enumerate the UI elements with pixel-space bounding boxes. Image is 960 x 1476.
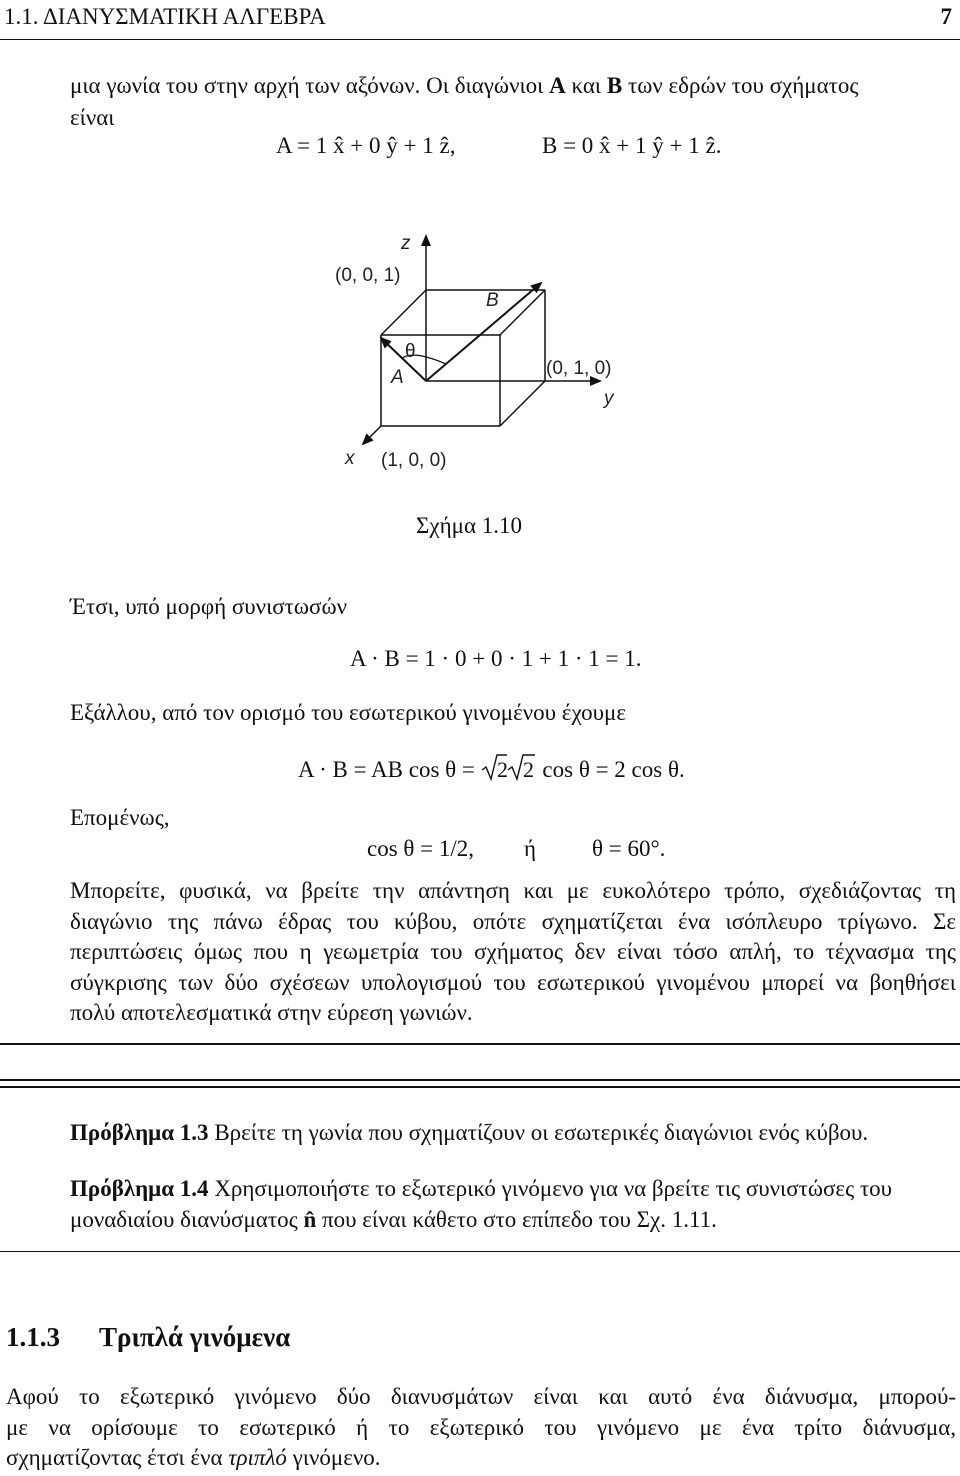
vector-B-arrow [426, 283, 541, 381]
problem-1-4-label: Πρόβλημα 1.4 [70, 1176, 209, 1201]
para1-line: σύγκρισης των δύο σχέσεων υπολογισμού του εσωτερικού γινομένου μπορεί να βοηθήσει [70, 969, 956, 995]
intro-text-1-end: των εδρών του σχήματος [627, 73, 859, 98]
intro-line-1 [70, 72, 859, 100]
point-x-label: (1, 0, 0) [381, 450, 447, 471]
para1-line: διαγώνιο της πάνω έδρας του κύβου, οπότε σχηματίζεται ένα ισόπλευρο τρίγωνο. Σε [70, 908, 956, 934]
problem-1-4-text-1: Χρησιμοποιήστε το εξωτερικό γινόμενο για να βρείτε τις συνιστώσες του [214, 1176, 893, 1201]
equation-dot-definition [298, 753, 685, 783]
para2-line-2: με να ορίσουμε το εσωτερικό ή το εξωτερικό του γινόμενο με ένα τρίτο διάνυσμα, [6, 1414, 956, 1440]
equation-theta-value: θ = 60°. [592, 836, 666, 861]
paragraph-triple-products [6, 1382, 956, 1474]
svg-text:2: 2 [496, 757, 508, 782]
para2-line-1: Αφού το εξωτερικό γινόμενο δύο διανυσμάτων είναι και αυτό ένα διάνυσμα, μπορού- [6, 1384, 956, 1409]
problems-rule-1 [0, 1079, 960, 1081]
y-axis-label: y [604, 388, 614, 409]
para2-line-3 [6, 1443, 956, 1474]
problems-rule-2 [0, 1086, 960, 1088]
header-rule [0, 39, 960, 40]
B-label: B [486, 290, 499, 311]
x-axis-label: x [345, 448, 355, 469]
equation-A-components: A = 1 x̂ + 0 ŷ + 1 ẑ, [276, 133, 456, 158]
figure-caption: Σχήμα 1.10 [416, 513, 523, 538]
problem-1-4-text-2a: μοναδιαίου διανύσματος [70, 1207, 298, 1232]
page-number: 7 [940, 4, 952, 29]
eq3-lhs: A · B = AB cos θ = [298, 757, 481, 782]
problem-1-3-text: Βρείτε τη γωνία που σχηματίζουν οι εσωτερικές διαγώνιοι ενός κύβου. [214, 1120, 869, 1145]
cube-figure [320, 225, 650, 475]
x-axis-arrow [363, 426, 381, 444]
equation-or: ή [524, 836, 537, 861]
para2-line-3a: σχηματίζοντας έτσι ένα [6, 1445, 223, 1470]
para1-line: Μπορείτε, φυσικά, να βρείτε την απάντηση και με ευκολότερο τρόπο, σχεδιάζοντας τη [70, 878, 956, 903]
problem-1-4-line-2 [70, 1206, 717, 1234]
A-label: A [391, 367, 404, 388]
section-number: 1.1.3 [6, 1322, 60, 1352]
problem-1-4 [70, 1175, 892, 1203]
section-heading [6, 1322, 290, 1353]
unit-vector-n: n̂ [303, 1207, 317, 1232]
text-therefore: Επομένως, [70, 805, 170, 830]
problems-rule-bottom [0, 1251, 960, 1252]
problem-1-4-text-2b: που είναι κάθετο στο επίπεδο του Σχ. 1.11. [321, 1207, 717, 1232]
section-title: Τριπλά γινόμενα [99, 1322, 291, 1352]
intro-and: και [571, 73, 602, 98]
para2-italic-triple: τριπλό [228, 1445, 287, 1470]
problem-1-3 [70, 1119, 868, 1147]
running-header-section: 1.1. ΔΙΑΝΥΣΜΑΤΙΚΗ ΑΛΓΕΒΡΑ [4, 4, 326, 29]
sqrt2-times-sqrt2 [481, 753, 537, 783]
svg-text:2: 2 [522, 757, 534, 782]
equation-cos-theta: cos θ = 1/2, [367, 836, 475, 861]
vector-B: B [606, 73, 623, 98]
para2-line-3b: γινόμενο. [292, 1445, 381, 1470]
text-definition: Εξάλλου, από τον ορισμό του εσωτερικού γινομένου έχουμε [70, 700, 627, 725]
equation-B-components: B = 0 x̂ + 1 ŷ + 1 ẑ. [542, 133, 722, 158]
para1-line: περιπτώσεις όμως που η γεωμετρία του σχήματος δεν είναι τόσο απλή, το τέχνασμα της [70, 939, 956, 964]
intro-line-2: είναι [70, 105, 115, 130]
z-axis-label: z [401, 233, 411, 254]
paragraph-easier-method [70, 876, 956, 1029]
problems-rule-top [0, 1043, 960, 1045]
eq3-rhs: cos θ = 2 cos θ. [542, 757, 685, 782]
problem-1-3-label: Πρόβλημα 1.3 [70, 1120, 209, 1145]
para1-line: πολύ αποτελεσματικά στην εύρεση γωνιών. [70, 1000, 473, 1025]
vector-A: A [549, 73, 566, 98]
point-y-label: (0, 1, 0) [546, 358, 612, 379]
point-z-label: (0, 0, 1) [335, 265, 401, 286]
text-components: Έτσι, υπό μορφή συνιστωσών [70, 594, 347, 619]
theta-label: θ [405, 341, 416, 362]
equation-dot-components: A · B = 1 · 0 + 0 · 1 + 1 · 1 = 1. [350, 646, 642, 671]
intro-text-1: μια γωνία του στην αρχή των αξόνων. Οι διαγώνιοι [70, 73, 544, 98]
